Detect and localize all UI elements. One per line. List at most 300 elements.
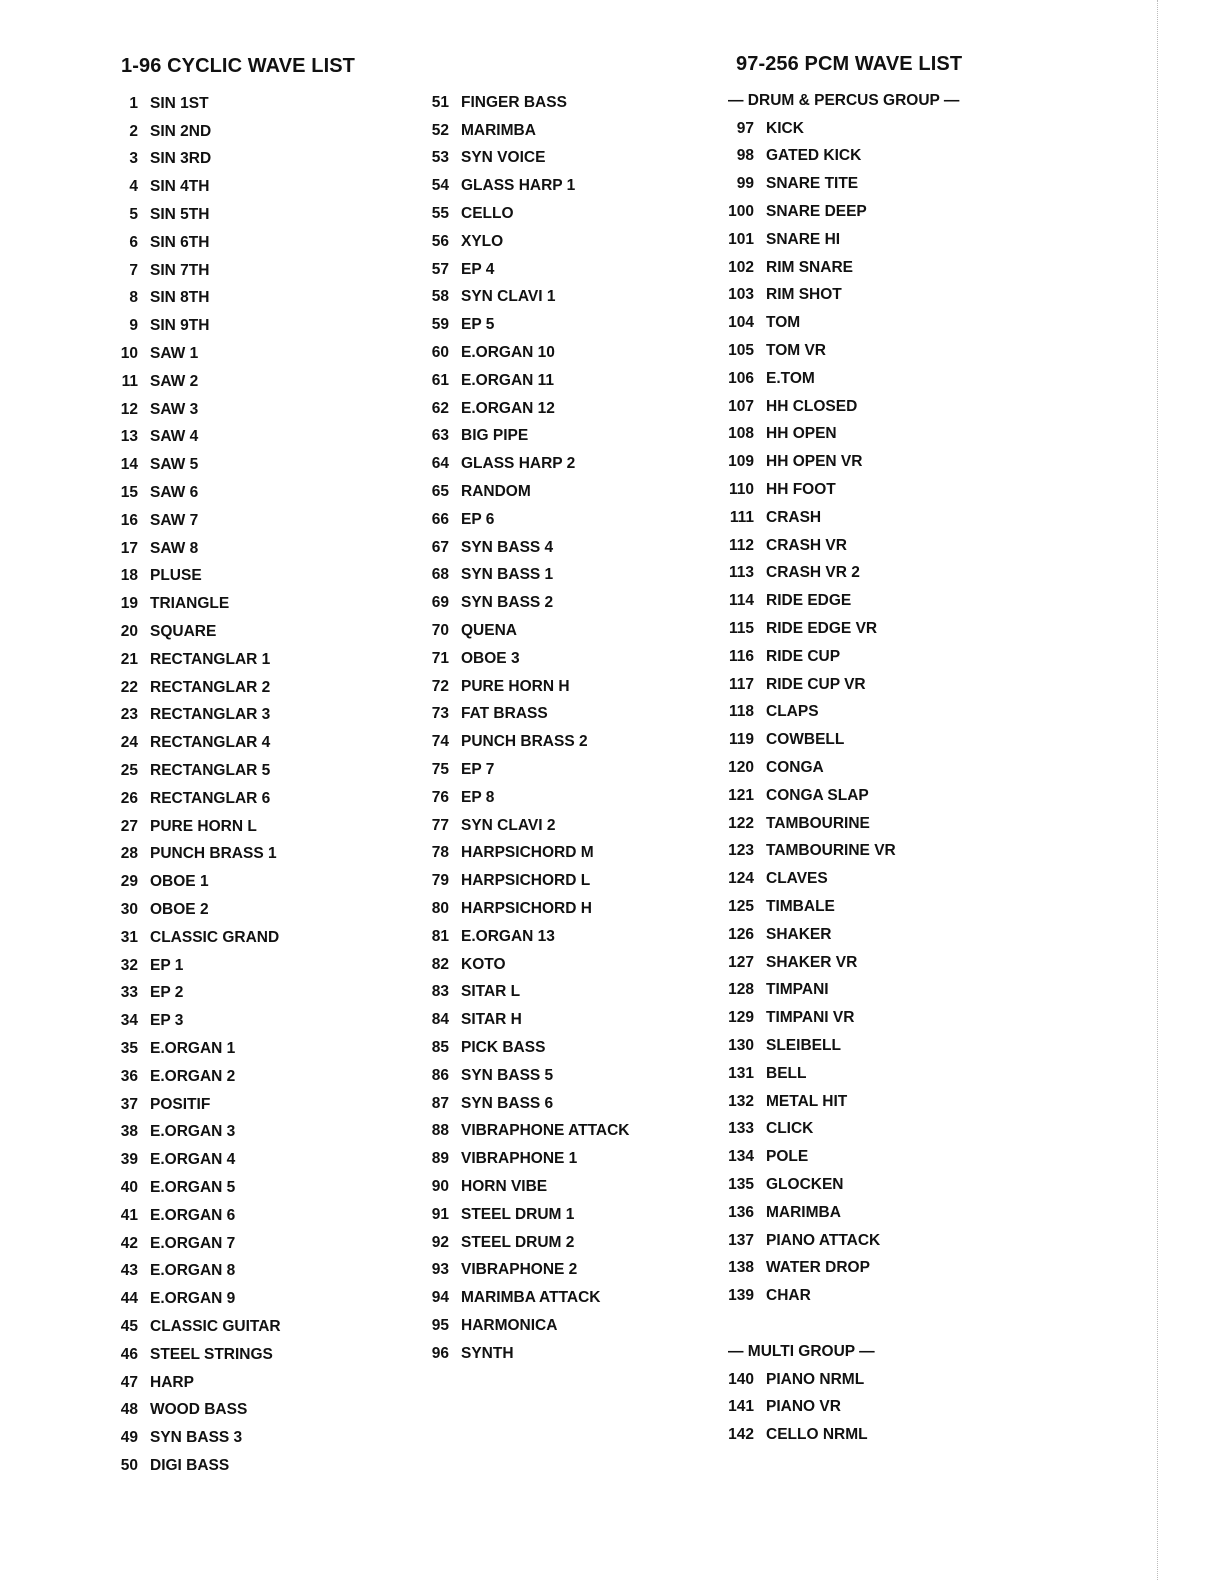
- wave-name: TAMBOURINE: [766, 814, 870, 832]
- wave-number: 92: [431, 1233, 449, 1251]
- wave-number: 107: [728, 397, 754, 415]
- wave-number: 72: [431, 677, 449, 695]
- wave-name: CRASH VR: [766, 536, 847, 554]
- wave-number: 22: [120, 678, 138, 696]
- wave-list-item: [728, 643, 959, 671]
- wave-list-item: [422, 979, 630, 1007]
- pcm-wave-column: [728, 87, 959, 1449]
- wave-list-item: [728, 226, 959, 254]
- wave-name: CLAPS: [766, 703, 819, 721]
- wave-number: 140: [728, 1370, 754, 1388]
- wave-number: 117: [728, 675, 754, 693]
- wave-number: 2: [129, 122, 138, 140]
- wave-number: 116: [728, 647, 754, 665]
- wave-name: E.ORGAN 1: [150, 1039, 236, 1057]
- wave-list-item: [728, 143, 959, 171]
- wave-number: 39: [120, 1151, 138, 1169]
- wave-number: 3: [129, 150, 138, 168]
- wave-number: 101: [728, 230, 754, 248]
- wave-number: 76: [431, 788, 449, 806]
- wave-number: 98: [736, 147, 754, 165]
- multi-group-list: [728, 1366, 959, 1449]
- wave-name: EP 2: [150, 984, 184, 1002]
- wave-name: HARPSICHORD L: [461, 872, 591, 890]
- wave-name: PUNCH BRASS 1: [150, 845, 277, 863]
- wave-name: PIANO NRML: [766, 1370, 865, 1388]
- wave-name: EP 4: [461, 260, 495, 278]
- wave-list-item: [118, 396, 281, 424]
- wave-list-item: [118, 980, 281, 1008]
- wave-list-item: [728, 421, 959, 449]
- wave-name: E.ORGAN 5: [150, 1178, 236, 1196]
- wave-list-item: [118, 896, 281, 924]
- wave-name: SITAR H: [461, 1011, 522, 1029]
- wave-list-item: [118, 368, 281, 396]
- wave-number: 46: [120, 1345, 138, 1363]
- wave-number: 31: [120, 928, 138, 946]
- wave-name: HARPSICHORD M: [461, 844, 594, 862]
- wave-name: EP 3: [150, 1012, 184, 1030]
- wave-list-item: [728, 977, 959, 1005]
- wave-name: PIANO VR: [766, 1398, 841, 1416]
- wave-name: GLASS HARP 2: [461, 455, 576, 473]
- wave-list-item: [728, 1393, 959, 1421]
- wave-number: 52: [431, 121, 449, 139]
- wave-list-item: [728, 1421, 959, 1449]
- wave-list-item: [118, 1063, 281, 1091]
- wave-list-item: [118, 118, 281, 146]
- wave-number: 8: [129, 289, 138, 307]
- wave-name: SYN BASS 6: [461, 1094, 554, 1112]
- wave-list-item: [728, 1032, 959, 1060]
- wave-number: 123: [728, 842, 754, 860]
- wave-name: HARMONICA: [461, 1316, 558, 1334]
- wave-name: PIANO ATTACK: [766, 1231, 881, 1249]
- wave-list-item: [728, 1004, 959, 1032]
- wave-number: 5: [129, 206, 138, 224]
- wave-number: 11: [121, 372, 138, 390]
- wave-list-item: [422, 756, 630, 784]
- wave-list-item: [118, 201, 281, 229]
- wave-number: 113: [728, 564, 754, 582]
- wave-name: E.ORGAN 12: [461, 399, 555, 417]
- wave-name: VIBRAPHONE 1: [461, 1150, 578, 1168]
- wave-name: CHAR: [766, 1287, 811, 1305]
- wave-number: 124: [728, 870, 754, 888]
- wave-list-item: [422, 1090, 630, 1118]
- wave-list-item: [728, 309, 959, 337]
- wave-name: PLUSE: [150, 567, 202, 585]
- wave-list-item: [728, 671, 959, 699]
- wave-name: SAW 6: [150, 484, 199, 502]
- wave-list-item: [728, 365, 959, 393]
- wave-list-item: [728, 810, 959, 838]
- wave-name: CLAVES: [766, 870, 828, 888]
- wave-list-item: [728, 504, 959, 532]
- drum-group-label: — DRUM & PERCUS GROUP —: [728, 91, 960, 109]
- wave-list-item: [422, 589, 630, 617]
- wave-name: CRASH: [766, 508, 822, 526]
- wave-name: TOM VR: [766, 342, 826, 360]
- wave-name: RECTANGLAR 5: [150, 762, 271, 780]
- wave-number: 16: [120, 511, 138, 529]
- wave-number: 63: [431, 427, 449, 445]
- wave-name: SYN BASS 3: [150, 1429, 243, 1447]
- wave-number: 118: [728, 703, 754, 721]
- wave-number: 54: [431, 177, 449, 195]
- wave-list-item: [422, 728, 630, 756]
- wave-name: METAL HIT: [766, 1092, 848, 1110]
- wave-number: 93: [431, 1261, 449, 1279]
- wave-list-item: [728, 115, 959, 143]
- wave-list-item: [422, 117, 630, 145]
- wave-list-item: [728, 754, 959, 782]
- wave-list-item: [118, 507, 281, 535]
- wave-number: 138: [728, 1259, 754, 1277]
- wave-name: E.ORGAN 6: [150, 1206, 236, 1224]
- wave-name: SAW 2: [150, 372, 199, 390]
- wave-number: 43: [120, 1262, 138, 1280]
- wave-list-item: [118, 590, 281, 618]
- wave-number: 44: [120, 1290, 138, 1308]
- wave-list-item: [728, 170, 959, 198]
- wave-name: SYNTH: [461, 1344, 514, 1362]
- wave-number: 27: [120, 817, 138, 835]
- wave-list-item: [728, 1115, 959, 1143]
- wave-number: 68: [431, 566, 449, 584]
- wave-number: 88: [431, 1122, 449, 1140]
- wave-name: E.ORGAN 9: [150, 1290, 236, 1308]
- wave-name: RANDOM: [461, 483, 531, 501]
- wave-list-item: [728, 1060, 959, 1088]
- wave-list-item: [118, 1285, 281, 1313]
- wave-name: CRASH VR 2: [766, 564, 860, 582]
- wave-list-item: [728, 1366, 959, 1394]
- wave-number: 125: [728, 898, 754, 915]
- wave-list-item: [422, 1062, 630, 1090]
- wave-name: VIBRAPHONE 2: [461, 1261, 578, 1279]
- wave-list-item: [422, 923, 630, 951]
- wave-number: 89: [431, 1150, 449, 1168]
- wave-name: PICK BASS: [461, 1038, 546, 1056]
- wave-name: RIDE CUP: [766, 647, 841, 665]
- wave-number: 32: [120, 956, 138, 974]
- wave-list-item: [422, 367, 630, 395]
- wave-name: E.ORGAN 10: [461, 344, 555, 362]
- wave-number: 17: [120, 539, 138, 557]
- wave-list-item: [422, 284, 630, 312]
- wave-name: STEEL DRUM 1: [461, 1205, 575, 1223]
- wave-number: 97: [736, 119, 754, 137]
- wave-name: HH OPEN VR: [766, 453, 863, 471]
- wave-name: HARPSICHORD H: [461, 900, 592, 917]
- wave-number: 129: [728, 1009, 754, 1027]
- wave-list-item: [728, 1143, 959, 1171]
- wave-list-item: [118, 424, 281, 452]
- wave-number: 75: [431, 761, 449, 779]
- right-heading: 97-256 PCM WAVE LIST: [736, 53, 963, 75]
- wave-list-item: [118, 785, 281, 813]
- wave-number: 41: [120, 1206, 138, 1224]
- wave-number: 7: [129, 261, 138, 279]
- wave-name: EP 1: [150, 956, 184, 974]
- wave-list-item: [422, 145, 630, 173]
- wave-number: 9: [129, 317, 138, 335]
- wave-list-item: [118, 146, 281, 174]
- wave-number: 127: [728, 953, 754, 971]
- wave-list-item: [422, 867, 630, 895]
- wave-name: DIGI BASS: [150, 1456, 230, 1474]
- wave-list-item: [422, 784, 630, 812]
- wave-name: TAMBOURINE VR: [766, 842, 896, 860]
- wave-list-item: [118, 1035, 281, 1063]
- wave-list-item: [118, 841, 281, 869]
- wave-list-item: [728, 782, 959, 810]
- wave-name: GLASS HARP 1: [461, 177, 576, 195]
- wave-number: 95: [431, 1316, 449, 1334]
- wave-list-item: [118, 757, 281, 785]
- wave-number: 53: [431, 149, 449, 167]
- wave-number: 15: [120, 484, 138, 502]
- wave-number: 112: [728, 536, 754, 554]
- wave-number: 77: [431, 816, 449, 834]
- wave-list-item: [728, 1199, 959, 1227]
- wave-name: SIN 4TH: [150, 178, 210, 196]
- wave-name: BIG PIPE: [461, 427, 529, 445]
- wave-number: 64: [431, 455, 449, 473]
- wave-name: SYN BASS 4: [461, 538, 554, 556]
- wave-list-item: [422, 200, 630, 228]
- wave-number: 35: [120, 1039, 138, 1057]
- wave-list-item: [728, 865, 959, 893]
- wave-number: 19: [120, 595, 138, 613]
- wave-name: EP 5: [461, 316, 495, 334]
- wave-number: 96: [431, 1344, 449, 1362]
- wave-number: 13: [120, 428, 138, 446]
- wave-name: RECTANGLAR 3: [150, 706, 271, 724]
- wave-name: MARIMBA: [766, 1203, 841, 1221]
- wave-name: QUENA: [461, 622, 517, 640]
- wave-list-item: [422, 645, 630, 673]
- wave-list-item: [118, 702, 281, 730]
- wave-list-item: [728, 949, 959, 977]
- wave-name: SLEIBELL: [766, 1036, 841, 1054]
- wave-number: 91: [431, 1205, 449, 1223]
- wave-list-item: [422, 506, 630, 534]
- wave-list-item: [118, 1091, 281, 1119]
- wave-name: E.ORGAN 2: [150, 1067, 236, 1085]
- wave-list-item: [422, 701, 630, 729]
- wave-number: 50: [120, 1456, 138, 1474]
- wave-number: 74: [431, 733, 449, 751]
- wave-name: SQUARE: [150, 623, 217, 641]
- wave-name: EP 6: [461, 510, 495, 528]
- wave-list-item: [118, 1007, 281, 1035]
- wave-number: 40: [120, 1178, 138, 1196]
- wave-name: SYN VOICE: [461, 149, 546, 167]
- wave-number: 111: [729, 508, 754, 526]
- wave-name: SNARE TITE: [766, 175, 859, 193]
- wave-name: EP 7: [461, 761, 495, 779]
- wave-name: SIN 9TH: [150, 317, 210, 335]
- wave-name: SITAR L: [461, 983, 521, 1001]
- wave-list-item: [422, 951, 630, 979]
- wave-number: 142: [728, 1426, 754, 1444]
- wave-number: 51: [431, 93, 449, 111]
- wave-name: SAW 5: [150, 456, 199, 474]
- wave-list-item: [728, 1088, 959, 1116]
- wave-number: 25: [120, 762, 138, 780]
- wave-list-item: [728, 448, 959, 476]
- wave-list-item: [422, 1201, 630, 1229]
- wave-list-item: [118, 535, 281, 563]
- wave-number: 57: [431, 260, 449, 278]
- wave-list-item: [118, 257, 281, 285]
- wave-list-item: [422, 228, 630, 256]
- wave-number: 73: [431, 705, 449, 723]
- wave-number: 79: [431, 872, 449, 890]
- wave-list-item: [118, 1118, 281, 1146]
- wave-name: HH FOOT: [766, 481, 836, 499]
- drum-group-list: [728, 115, 959, 1310]
- wave-list-item: [118, 1257, 281, 1285]
- wave-number: 104: [728, 314, 754, 332]
- wave-number: 42: [120, 1234, 138, 1252]
- wave-number: 83: [431, 983, 449, 1001]
- wave-name: OBOE 2: [150, 901, 209, 918]
- wave-number: 94: [431, 1289, 449, 1307]
- wave-name: XYLO: [461, 232, 504, 250]
- wave-number: 21: [120, 650, 138, 668]
- wave-list-item: [118, 312, 281, 340]
- wave-list-item: [422, 617, 630, 645]
- wave-name: HH CLOSED: [766, 397, 858, 415]
- wave-number: 33: [120, 984, 138, 1002]
- wave-number: 105: [728, 342, 754, 360]
- page-edge-line: [1157, 0, 1159, 1580]
- wave-number: 90: [431, 1177, 449, 1195]
- wave-list-item: [118, 1452, 281, 1480]
- wave-list-item: [118, 813, 281, 841]
- wave-name: SHAKER VR: [766, 953, 858, 971]
- wave-name: SAW 7: [150, 511, 199, 529]
- wave-list-item: [728, 1282, 959, 1310]
- wave-name: COWBELL: [766, 731, 845, 749]
- wave-name: HARP: [150, 1373, 194, 1391]
- wave-number: 4: [129, 178, 138, 196]
- wave-name: MARIMBA: [461, 121, 536, 139]
- wave-name: SIN 3RD: [150, 150, 212, 168]
- wave-number: 38: [120, 1123, 138, 1141]
- wave-name: SIN 5TH: [150, 206, 210, 224]
- wave-number: 128: [728, 981, 754, 999]
- wave-number: 103: [728, 286, 754, 304]
- wave-list-item: [118, 173, 281, 201]
- wave-number: 61: [431, 371, 449, 389]
- wave-list-item: [118, 952, 281, 980]
- wave-name: TIMPANI VR: [766, 1009, 855, 1027]
- wave-number: 139: [728, 1287, 754, 1305]
- wave-number: 108: [728, 425, 754, 443]
- wave-name: MARIMBA ATTACK: [461, 1289, 601, 1307]
- wave-list-item: [728, 393, 959, 421]
- wave-list-item: [118, 924, 281, 952]
- wave-name: RIM SNARE: [766, 258, 853, 276]
- wave-list-item: [728, 532, 959, 560]
- wave-list-item: [422, 1117, 630, 1145]
- wave-list-item: [118, 1146, 281, 1174]
- wave-list-item: [118, 1202, 281, 1230]
- wave-list-item: [422, 1006, 630, 1034]
- wave-number: 133: [728, 1120, 754, 1138]
- wave-list-item: [422, 311, 630, 339]
- wave-list-item: [422, 1312, 630, 1340]
- wave-name: STEEL STRINGS: [150, 1345, 273, 1363]
- wave-list-item: [422, 1034, 630, 1062]
- wave-list-item: [422, 534, 630, 562]
- wave-number: 71: [431, 649, 449, 667]
- wave-name: SYN BASS 5: [461, 1066, 554, 1084]
- wave-number: 14: [120, 456, 138, 474]
- wave-name: SIN 2ND: [150, 122, 212, 140]
- wave-number: 49: [120, 1429, 138, 1447]
- wave-number: 56: [431, 232, 449, 250]
- wave-name: SYN BASS 2: [461, 594, 554, 612]
- wave-number: 10: [120, 345, 138, 363]
- wave-number: 85: [431, 1038, 449, 1056]
- wave-name: SYN CLAVI 1: [461, 288, 556, 306]
- wave-name: SIN 8TH: [150, 289, 210, 307]
- wave-list-item: [422, 1284, 630, 1312]
- wave-name: RIM SHOT: [766, 286, 842, 304]
- wave-name: CLASSIC GRAND: [150, 928, 280, 946]
- wave-list-item: [422, 423, 630, 451]
- wave-name: WOOD BASS: [150, 1401, 248, 1419]
- wave-list-item: [728, 198, 959, 226]
- wave-number: 137: [728, 1231, 754, 1249]
- wave-name: WATER DROP: [766, 1259, 870, 1277]
- wave-list-item: [118, 479, 281, 507]
- wave-name: CLASSIC GUITAR: [150, 1317, 281, 1335]
- wave-number: 106: [728, 369, 754, 387]
- wave-name: BELL: [766, 1064, 807, 1082]
- wave-name: RECTANGLAR 4: [150, 734, 271, 752]
- wave-number: 121: [728, 786, 754, 804]
- wave-list-item: [728, 699, 959, 727]
- wave-name: STEEL DRUM 2: [461, 1233, 575, 1251]
- wave-number: 23: [120, 706, 138, 724]
- wave-name: HH OPEN: [766, 425, 837, 443]
- wave-number: 26: [120, 789, 138, 807]
- wave-name: E.ORGAN 3: [150, 1123, 236, 1141]
- wave-number: 82: [431, 955, 449, 973]
- wave-number: 131: [728, 1064, 754, 1082]
- wave-number: 110: [728, 481, 754, 499]
- multi-group-label: — MULTI GROUP —: [728, 1342, 875, 1360]
- wave-name: PUNCH BRASS 2: [461, 733, 588, 751]
- wave-name: CONGA SLAP: [766, 786, 869, 804]
- wave-number: 45: [120, 1317, 138, 1335]
- wave-number: 28: [120, 845, 138, 863]
- wave-name: RIDE EDGE VR: [766, 620, 878, 638]
- wave-name: TIMPANI: [766, 981, 829, 999]
- wave-name: GLOCKEN: [766, 1175, 844, 1193]
- wave-name: OBOE 1: [150, 873, 209, 891]
- wave-number: 18: [120, 567, 138, 585]
- wave-list-item: [728, 337, 959, 365]
- wave-list-item: [422, 89, 630, 117]
- wave-number: 86: [431, 1066, 449, 1084]
